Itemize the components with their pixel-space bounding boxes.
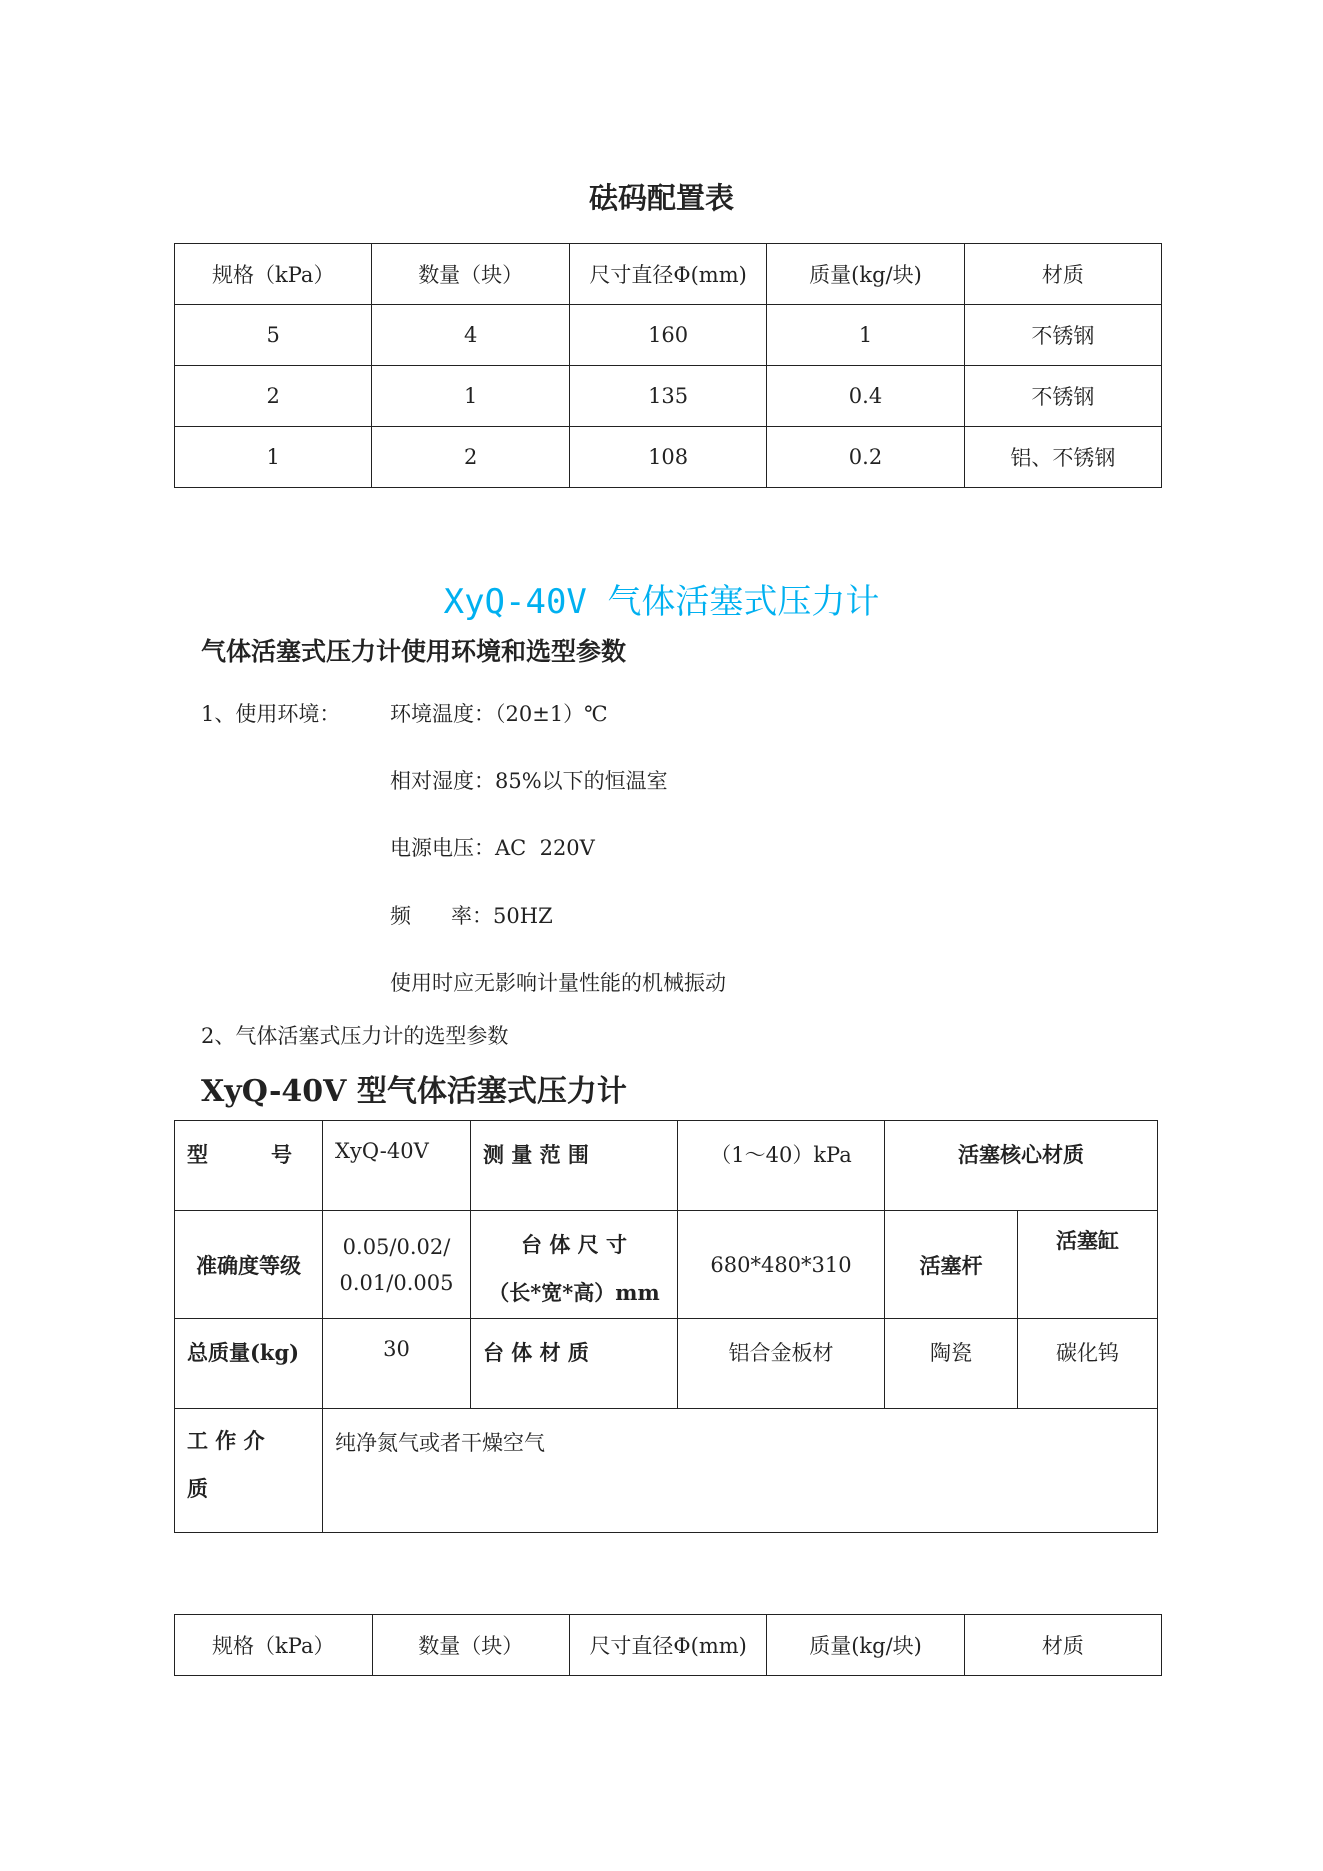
table-header-row [175, 244, 1162, 305]
weights-table [174, 243, 1162, 488]
header-cell: 质量(kg/块) [767, 1615, 964, 1676]
table-row [175, 427, 1162, 488]
table-row [175, 1121, 1158, 1211]
cell: 2 [175, 366, 372, 427]
medium-label-line: 工 作 介 [187, 1428, 265, 1453]
range-label: 测 量 范 围 [471, 1121, 678, 1211]
body-label: 台 体 材 质 [471, 1319, 678, 1409]
model-label: 型 号 [175, 1121, 323, 1211]
weights-title: 砝码配置表 [588, 181, 734, 215]
size-label-line: 台 体 尺 寸 [521, 1232, 627, 1257]
cell: 2 [372, 427, 569, 488]
rod-value: 陶瓷 [885, 1319, 1018, 1409]
env-item: 电源电压：AC 220V [390, 836, 595, 860]
range-value: （1～40）kPa [678, 1121, 885, 1211]
size-value: 680*480*310 [678, 1211, 885, 1319]
selection-label: 2、气体活塞式压力计的选型参数 [201, 1024, 509, 1048]
header-cell: 材质 [964, 1615, 1161, 1676]
table-row [175, 1211, 1158, 1319]
header-cell: 数量（块） [372, 1615, 569, 1676]
header-cell: 规格（kPa） [175, 244, 372, 305]
env-item: 环境温度：（20±1）℃ [390, 702, 608, 726]
accuracy-value [323, 1211, 471, 1319]
cell: 不锈钢 [964, 305, 1161, 366]
accuracy-label: 准确度等级 [175, 1211, 323, 1319]
medium-value: 纯净氮气或者干燥空气 [323, 1409, 1158, 1533]
section-heading: 气体活塞式压力计使用环境和选型参数 [201, 637, 627, 666]
product-model: XyQ-40V [443, 582, 587, 622]
cell: 4 [372, 305, 569, 366]
table-row [175, 366, 1162, 427]
mass-value: 30 [323, 1319, 471, 1409]
header-cell: 数量（块） [372, 244, 569, 305]
product-name: 气体活塞式压力计 [607, 582, 880, 622]
header-cell: 规格（kPa） [175, 1615, 373, 1676]
size-label-line: （长*宽*高）mm [488, 1280, 660, 1305]
spec-heading: XyQ-40V 型气体活塞式压力计 [201, 1074, 627, 1109]
cell: 0.4 [767, 366, 964, 427]
header-cell: 质量(kg/块) [767, 244, 964, 305]
env-item: 使用时应无影响计量性能的机械振动 [390, 971, 726, 995]
env-label: 1、使用环境： [201, 702, 341, 726]
product-title [0, 574, 1323, 623]
accuracy-line: 0.05/0.02/ [342, 1234, 451, 1259]
size-label [471, 1211, 678, 1319]
cylinder-value: 碳化钨 [1018, 1319, 1158, 1409]
table-row [175, 305, 1162, 366]
cell: 不锈钢 [964, 366, 1161, 427]
accuracy-line: 0.01/0.005 [339, 1270, 454, 1295]
weights-table-2 [174, 1614, 1162, 1676]
header-cell: 材质 [964, 244, 1161, 305]
cell: 1 [175, 427, 372, 488]
rod-label: 活塞杆 [885, 1211, 1018, 1319]
cell: 1 [372, 366, 569, 427]
env-item: 频 率：50HZ [390, 904, 553, 928]
core-material-label: 活塞核心材质 [885, 1121, 1158, 1211]
cell: 108 [569, 427, 766, 488]
medium-label-line: 质 [187, 1476, 208, 1501]
cell: 1 [767, 305, 964, 366]
mass-label: 总质量(kg) [175, 1319, 323, 1409]
cell: 铝、不锈钢 [964, 427, 1161, 488]
table-header-row [175, 1615, 1162, 1676]
table-row [175, 1409, 1158, 1533]
cell: 0.2 [767, 427, 964, 488]
model-value: XyQ-40V [323, 1121, 471, 1211]
cell: 135 [569, 366, 766, 427]
table-row [175, 1319, 1158, 1409]
env-item: 相对湿度：85%以下的恒温室 [390, 769, 668, 793]
body-value: 铝合金板材 [678, 1319, 885, 1409]
medium-label [175, 1409, 323, 1533]
header-cell: 尺寸直径Φ(mm) [569, 1615, 766, 1676]
header-cell: 尺寸直径Φ(mm) [569, 244, 766, 305]
cylinder-label: 活塞缸 [1018, 1211, 1158, 1319]
cell: 5 [175, 305, 372, 366]
cell: 160 [569, 305, 766, 366]
spec-table [174, 1120, 1158, 1533]
